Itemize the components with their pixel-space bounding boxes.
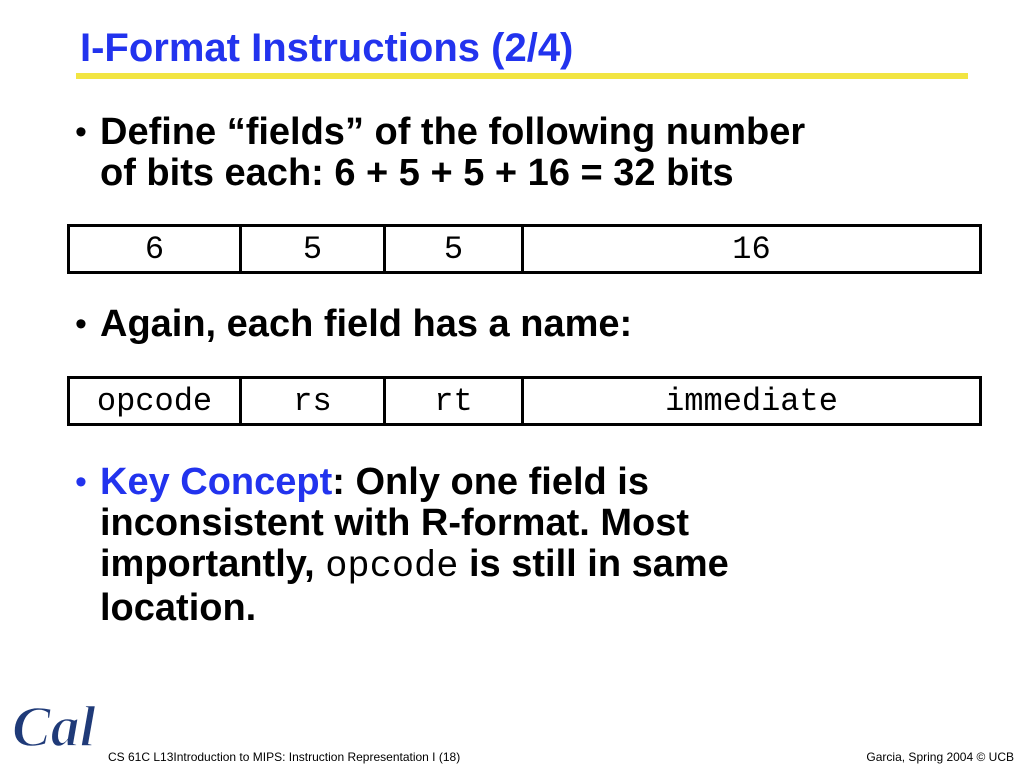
bit-cell-rs: 5 xyxy=(242,227,386,271)
svg-text:Cal: Cal xyxy=(12,694,96,759)
bullet-key-concept xyxy=(75,461,980,629)
bullet-names xyxy=(75,303,980,345)
key-concept-label: Key Concept xyxy=(100,461,333,503)
bullet-dot: • xyxy=(75,113,87,151)
bullet-fields xyxy=(75,111,980,194)
bullet-dot: • xyxy=(75,463,87,501)
bullet-dot: • xyxy=(75,305,87,343)
bit-cell-opcode: 6 xyxy=(70,227,242,271)
key-concept-line3-pre: importantly, xyxy=(100,543,326,585)
field-name-table xyxy=(67,376,982,426)
bit-cell-rt: 5 xyxy=(386,227,524,271)
opcode-inline-code: opcode xyxy=(325,546,459,588)
footer-course-info: CS 61C L13Introduction to MIPS: Instruction Representation I (18) xyxy=(108,750,461,764)
footer-copyright: Garcia, Spring 2004 © UCB xyxy=(866,750,1014,764)
slide-title: I-Format Instructions (2/4) xyxy=(80,26,574,70)
cal-logo xyxy=(8,690,100,760)
key-concept-line1 xyxy=(100,462,980,503)
bit-cell-immediate: 16 xyxy=(732,230,771,268)
key-concept-line3 xyxy=(100,544,980,588)
key-concept-line3-post: is still in same xyxy=(458,543,729,585)
name-cell-opcode: opcode xyxy=(70,379,242,423)
title-underline xyxy=(76,73,968,79)
name-cell-rt: rt xyxy=(386,379,524,423)
name-cell-rs: rs xyxy=(242,379,386,423)
bullet-fields-line1: Define “fields” of the following number xyxy=(100,111,806,153)
name-cell-immediate: immediate xyxy=(665,382,838,420)
key-concept-line4: location. xyxy=(100,587,257,629)
bullet-fields-line2: of bits each: 6 + 5 + 5 + 16 = 32 bits xyxy=(100,152,734,194)
key-concept-rest: : Only one field is xyxy=(332,461,649,503)
key-concept-line2: inconsistent with R-format. Most xyxy=(100,502,689,544)
bullet-names-text: Again, each field has a name: xyxy=(100,303,633,345)
bit-width-table xyxy=(67,224,982,274)
